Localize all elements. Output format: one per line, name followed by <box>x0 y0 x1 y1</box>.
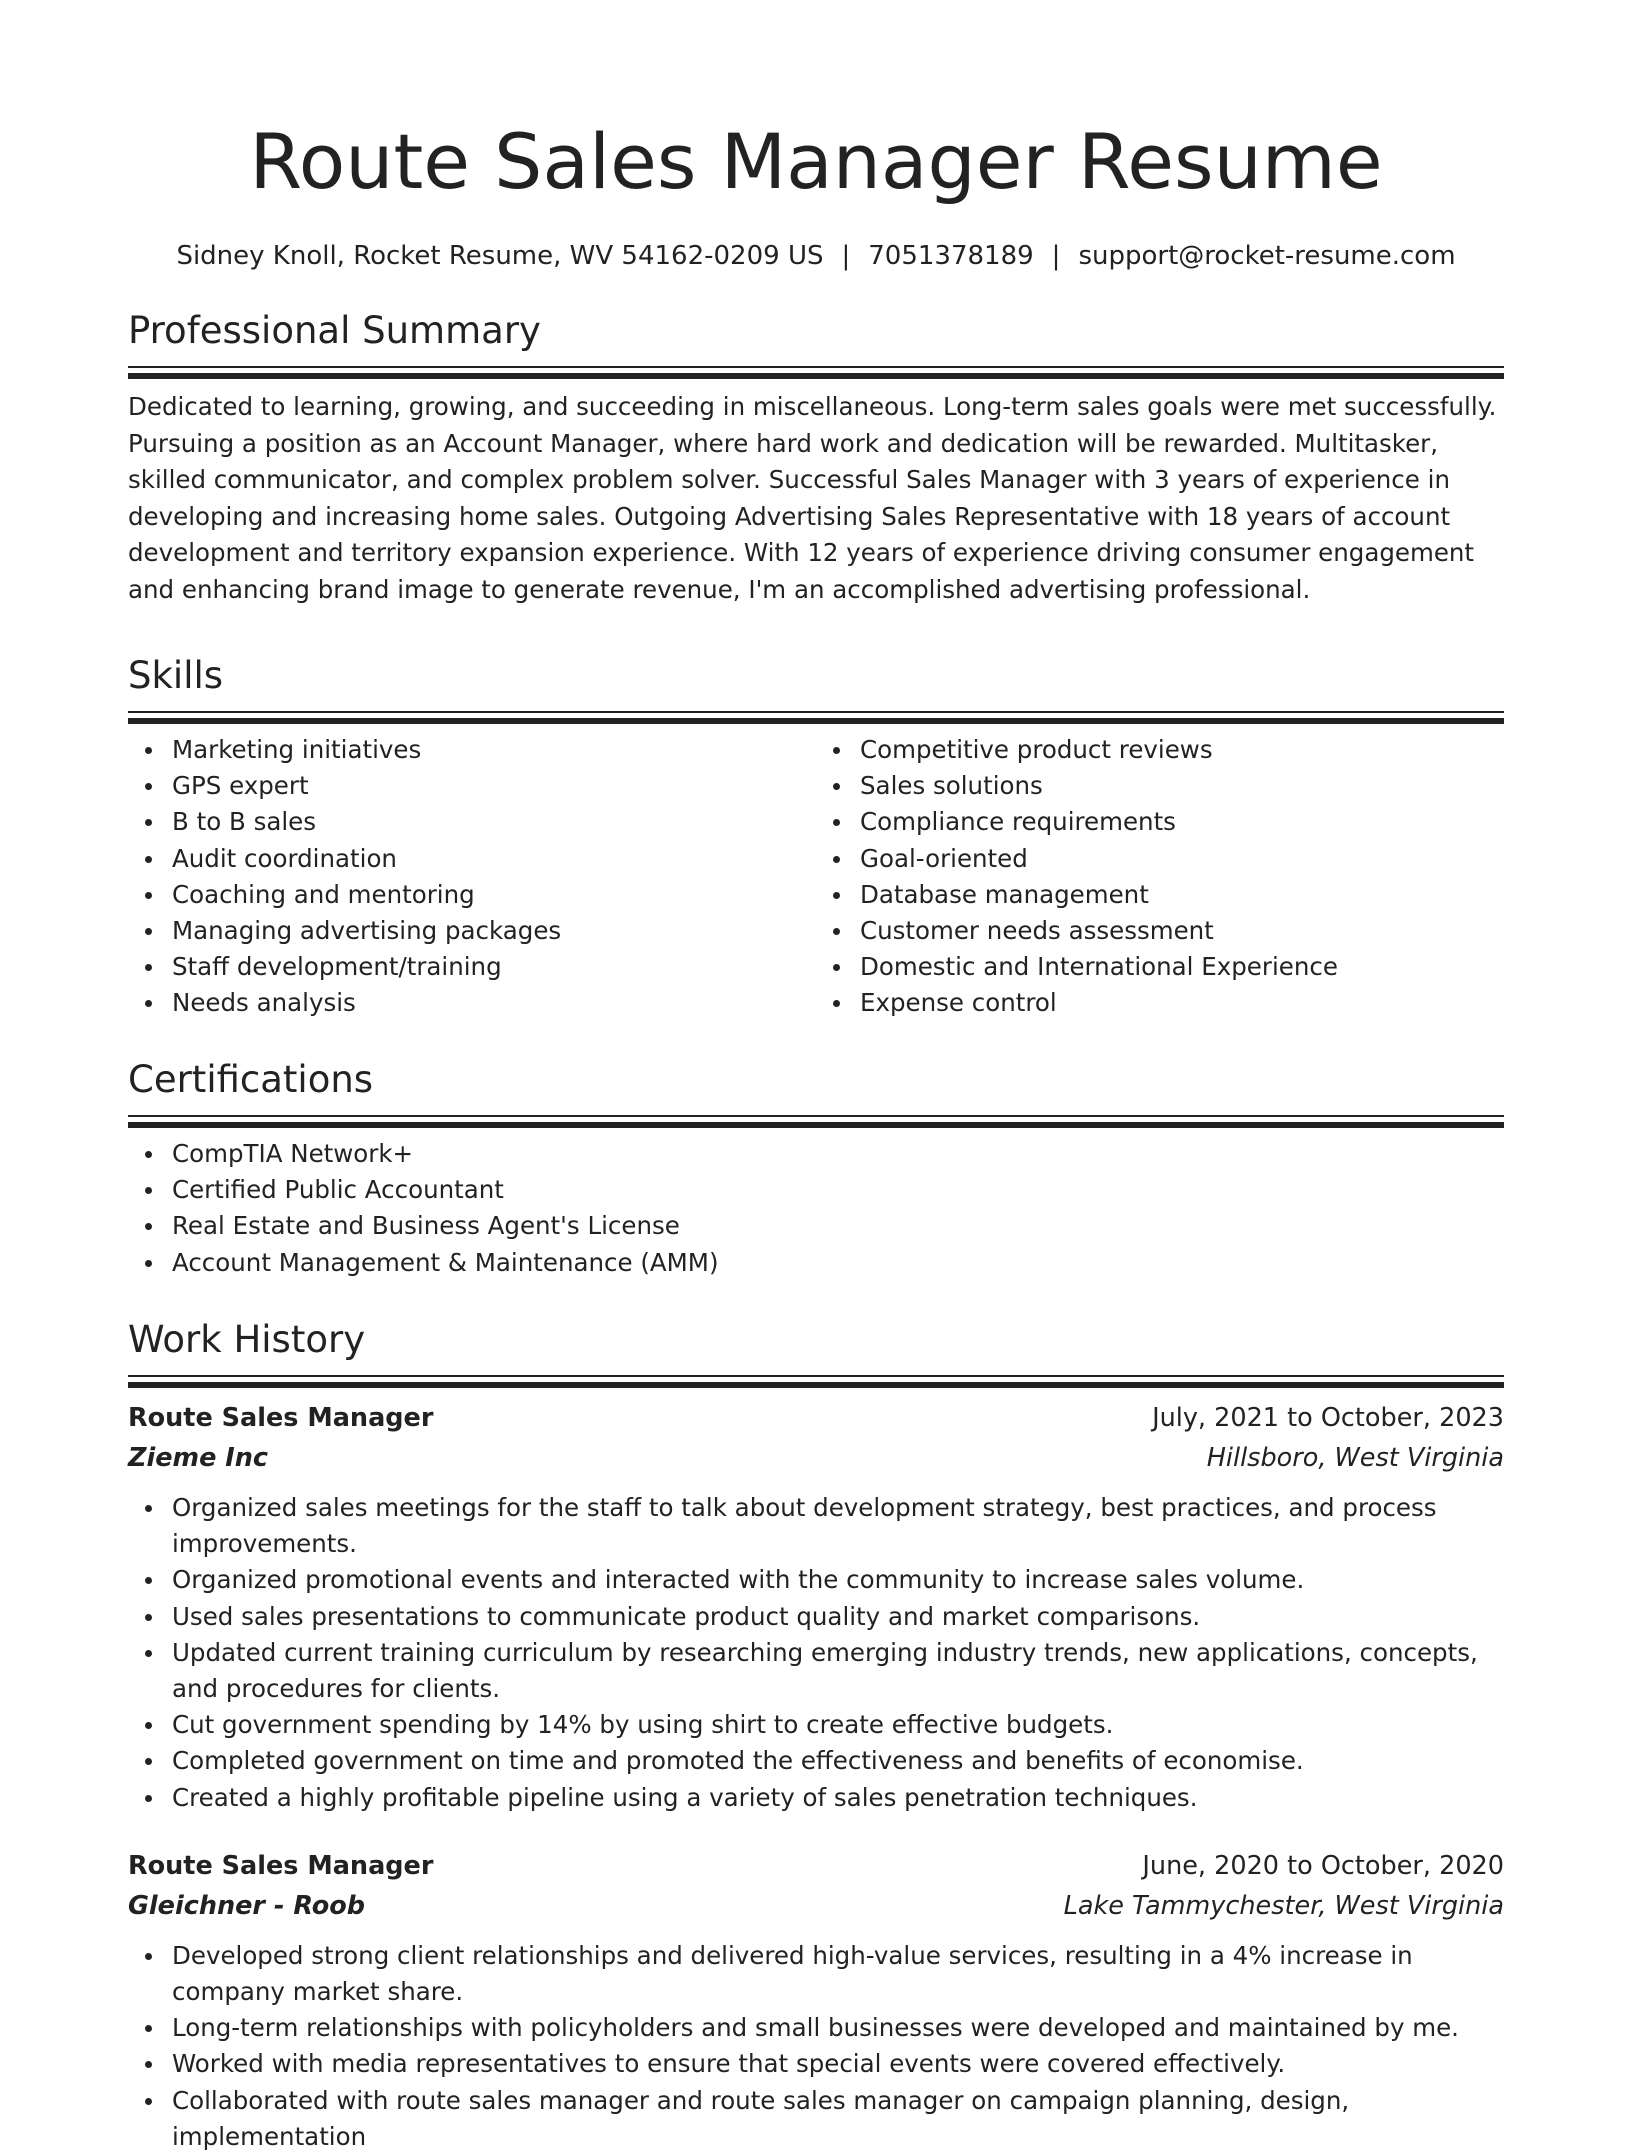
job-bullet: Updated current training curriculum by researching emerging industry trends, new applications, concepts, and procedures for clients. <box>172 1635 1504 1707</box>
certification-item: CompTIA Network+ <box>172 1136 1504 1172</box>
contact-email: support@rocket-resume.com <box>1078 241 1456 271</box>
skills-list-right <box>816 732 1504 1022</box>
skill-item: Staff development/training <box>172 949 816 985</box>
contact-separator: | <box>841 241 851 271</box>
job-bullet: Completed government on time and promoted the effectiveness and benefits of economise. <box>172 1743 1504 1779</box>
skill-item: Needs analysis <box>172 985 816 1021</box>
contact-address: Sidney Knoll, Rocket Resume, WV 54162-0209 US <box>176 241 824 271</box>
section-divider <box>128 1115 1504 1126</box>
job-location: Hillsboro, West Virginia <box>1206 1443 1504 1473</box>
job-header-row <box>128 1846 1504 1886</box>
summary-text: Dedicated to learning, growing, and succeeding in miscellaneous. Long-term sales goals were met successfully. Pursuing a position as an Account Manager, where hard work and dedication will be rewarded. Multitasker, skilled communicator, and complex problem solver. Successful Sales Manager with 3 years of experience in developing and increasing home sales. Outgoing Advertising Sales Representative with 18 years of account development and territory expansion experience. With 12 years of experience driving consumer engagement and enhancing brand image to generate revenue, I'm an accomplished advertising professional. <box>128 392 1497 604</box>
certifications-heading: Certifications <box>128 1058 374 1101</box>
skills-list-left <box>128 732 816 1022</box>
skill-item: GPS expert <box>172 768 816 804</box>
skill-item: Coaching and mentoring <box>172 877 816 913</box>
skill-item: Competitive product reviews <box>860 732 1504 768</box>
job-bullet: Organized promotional events and interacted with the community to increase sales volume. <box>172 1562 1504 1598</box>
job-bullets <box>128 1490 1504 1816</box>
section-divider <box>128 1375 1504 1386</box>
job-entry <box>128 1398 1504 1816</box>
job-company-row <box>128 1886 1504 1926</box>
skill-item: Audit coordination <box>172 841 816 877</box>
resume-title: Route Sales Manager Resume <box>249 117 1383 206</box>
skill-item: Expense control <box>860 985 1504 1021</box>
job-entry <box>128 1846 1504 2155</box>
skills-heading: Skills <box>128 654 224 697</box>
skill-item: Marketing initiatives <box>172 732 816 768</box>
skills-columns <box>128 722 1504 1022</box>
skill-item: Compliance requirements <box>860 804 1504 840</box>
job-bullet: Organized sales meetings for the staff to talk about development strategy, best practices, and process improvements. <box>172 1490 1504 1562</box>
work-history-heading: Work History <box>128 1318 366 1361</box>
job-bullets <box>128 1938 1504 2155</box>
skill-item: Domestic and International Experience <box>860 949 1504 985</box>
skill-item: B to B sales <box>172 804 816 840</box>
contact-separator: | <box>1051 241 1061 271</box>
job-company: Zieme Inc <box>128 1443 269 1473</box>
skill-item: Database management <box>860 877 1504 913</box>
job-title: Route Sales Manager <box>128 1403 434 1433</box>
certifications-list <box>128 1136 1504 1281</box>
certification-item: Certified Public Accountant <box>172 1172 1504 1208</box>
job-dates: July, 2021 to October, 2023 <box>1152 1403 1504 1433</box>
skill-item: Goal-oriented <box>860 841 1504 877</box>
contact-phone: 7051378189 <box>868 241 1034 271</box>
job-bullet: Long-term relationships with policyholders and small businesses were developed and maintained by me. <box>172 2010 1504 2046</box>
skill-item: Managing advertising packages <box>172 913 816 949</box>
summary-section <box>128 306 1504 608</box>
skills-section <box>128 651 1504 1022</box>
job-bullet: Worked with media representatives to ensure that special events were covered effectively. <box>172 2046 1504 2082</box>
job-location: Lake Tammychester, West Virginia <box>1063 1890 1504 1921</box>
section-divider <box>128 711 1504 722</box>
job-bullet: Created a highly profitable pipeline using a variety of sales penetration techniques. <box>172 1780 1504 1816</box>
work-history-section <box>128 1315 1504 2155</box>
certification-item: Real Estate and Business Agent's License <box>172 1208 1504 1244</box>
job-company-row <box>128 1438 1504 1478</box>
section-divider <box>128 366 1504 377</box>
job-bullet: Cut government spending by 14% by using shirt to create effective budgets. <box>172 1707 1504 1743</box>
job-bullet: Used sales presentations to communicate product quality and market comparisons. <box>172 1599 1504 1635</box>
certifications-section <box>128 1055 1504 1281</box>
skill-item: Sales solutions <box>860 768 1504 804</box>
contact-line <box>128 238 1504 274</box>
job-company: Gleichner - Roob <box>128 1890 365 1921</box>
job-title: Route Sales Manager <box>128 1850 434 1881</box>
job-dates: June, 2020 to October, 2020 <box>1142 1850 1504 1881</box>
job-bullet: Developed strong client relationships and delivered high-value services, resulting in a 4% increase in company market share. <box>172 1938 1504 2010</box>
certification-item: Account Management & Maintenance (AMM) <box>172 1245 1504 1281</box>
job-bullet: Collaborated with route sales manager and route sales manager on campaign planning, design, implementation <box>172 2083 1504 2155</box>
summary-heading: Professional Summary <box>128 309 541 352</box>
job-header-row <box>128 1398 1504 1438</box>
skill-item: Customer needs assessment <box>860 913 1504 949</box>
